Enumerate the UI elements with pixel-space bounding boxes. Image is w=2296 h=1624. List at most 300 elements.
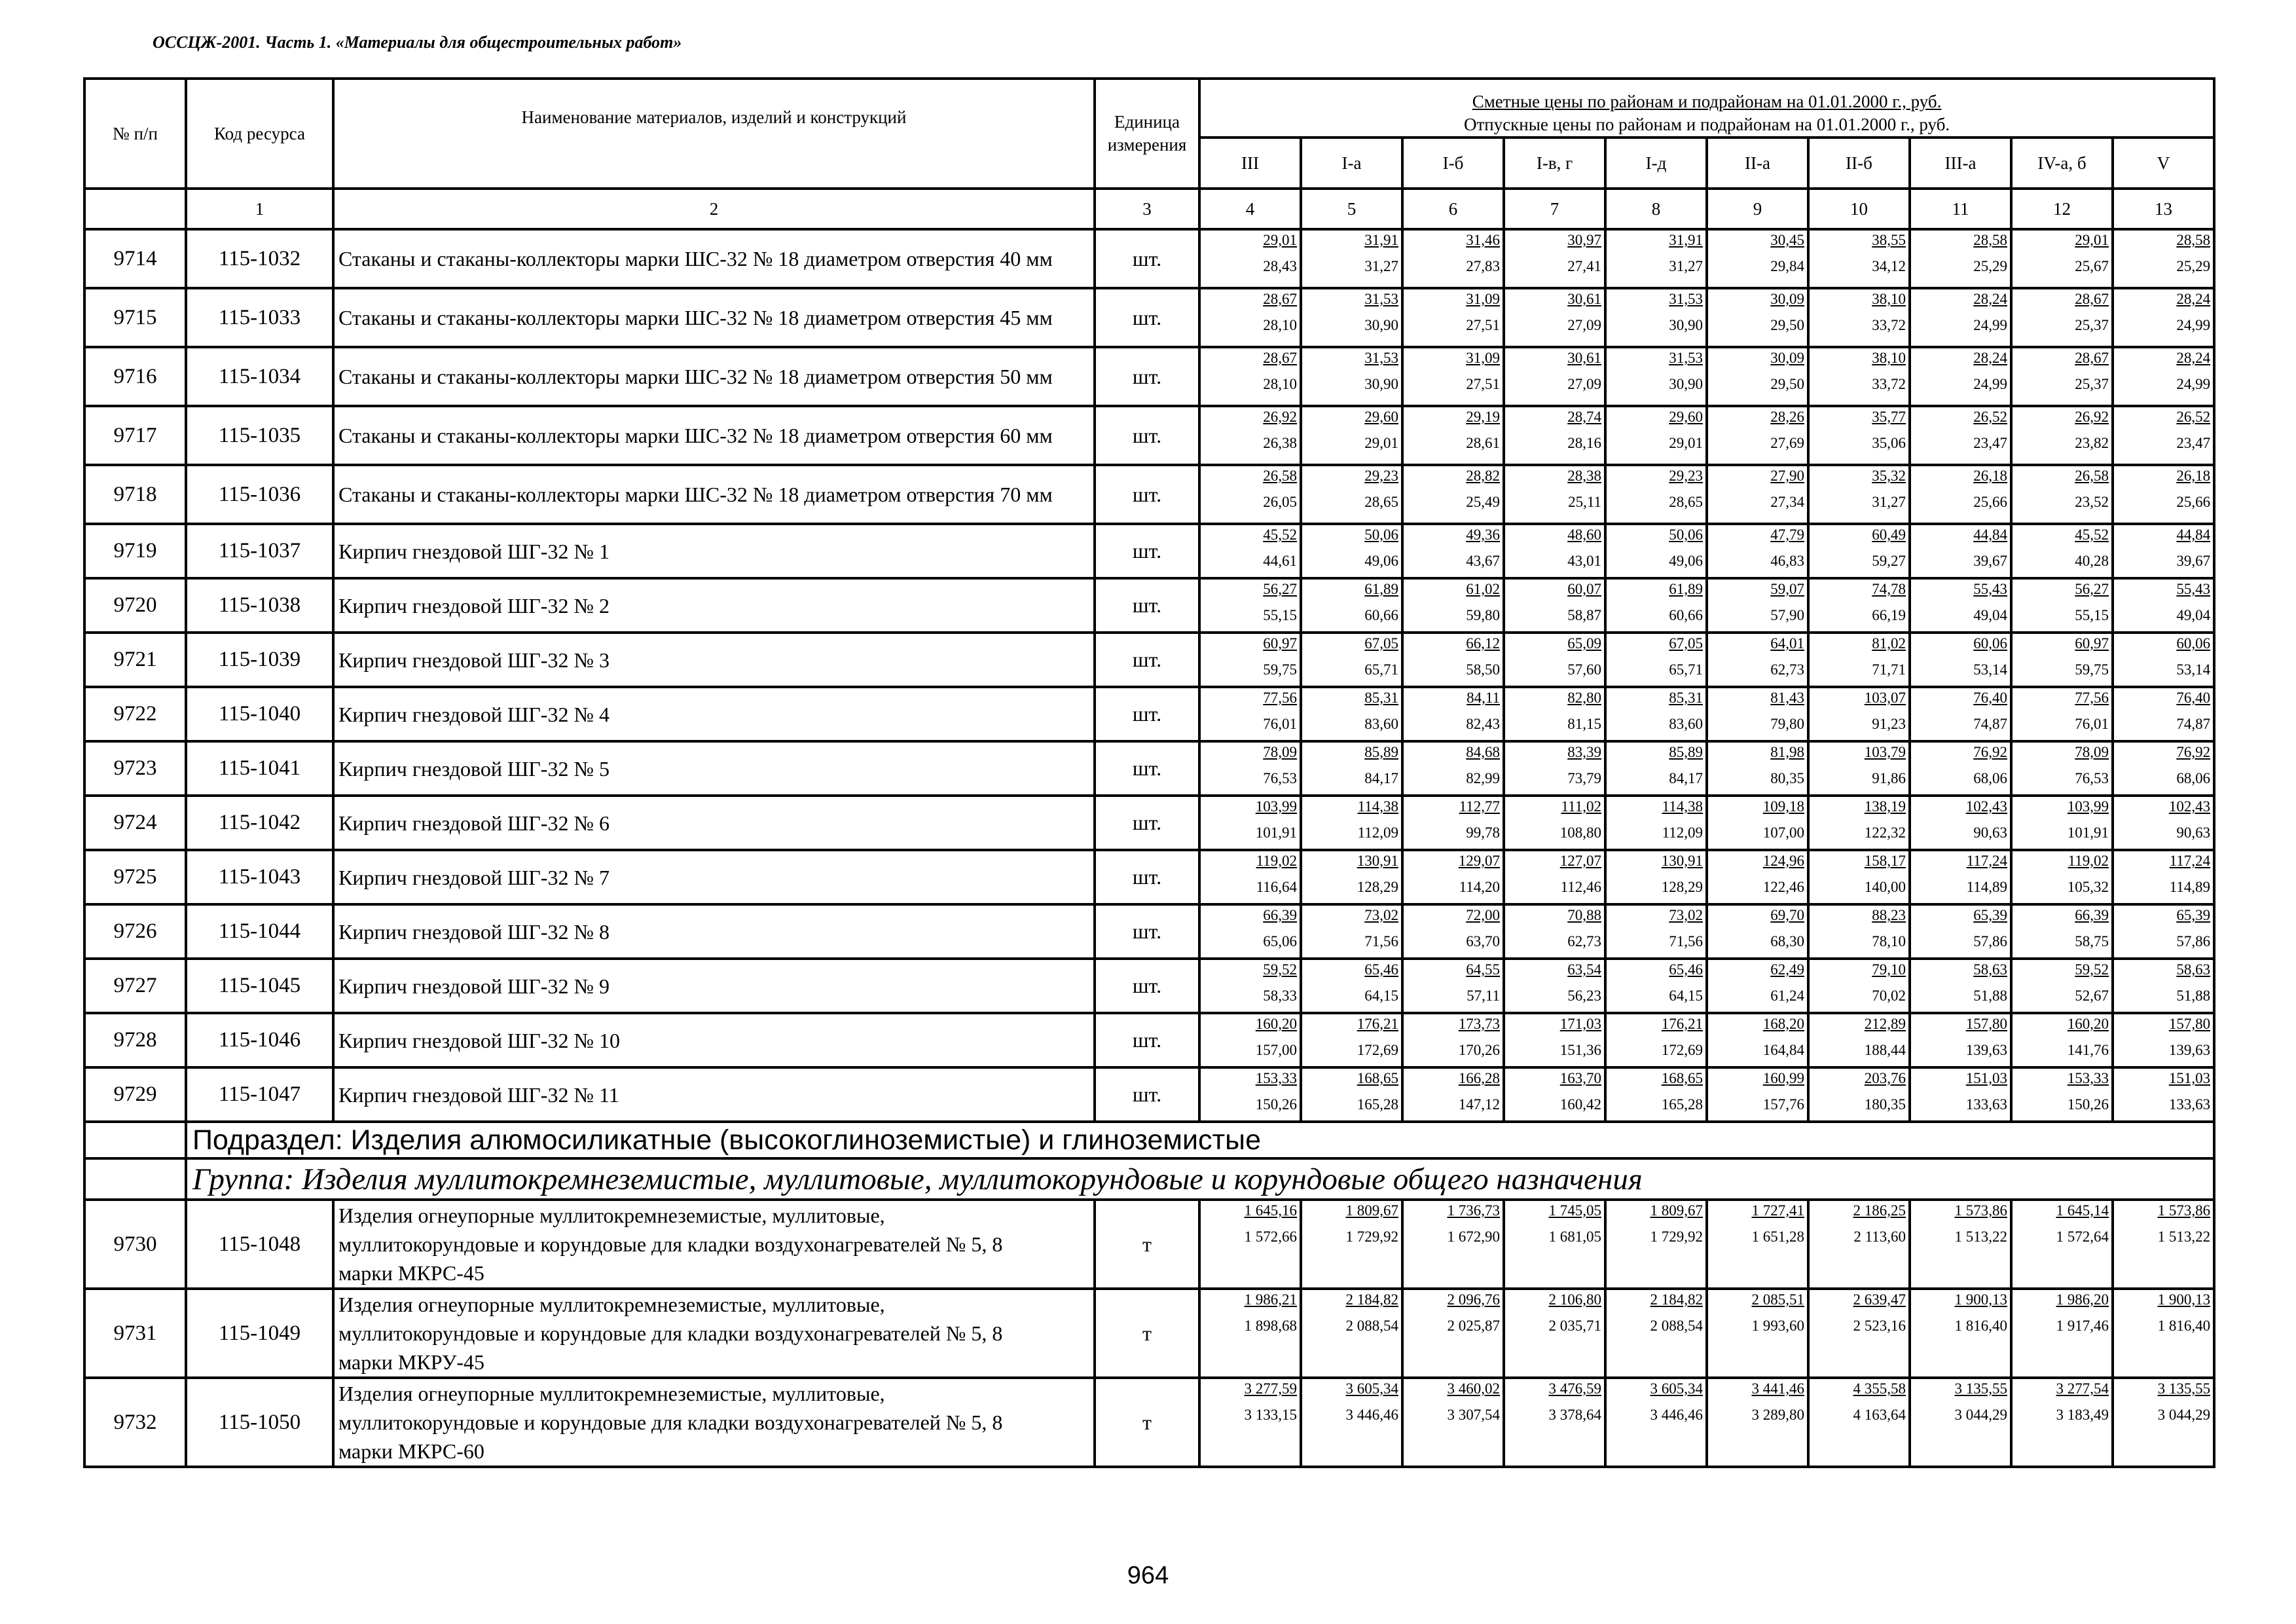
release-price: 76,53	[1263, 770, 1297, 786]
price-cell	[1301, 1289, 1402, 1378]
unit: шт.	[1095, 524, 1199, 578]
estimate-price: 61,89	[1364, 581, 1398, 597]
release-price: 49,04	[2176, 607, 2211, 623]
release-price: 57,11	[1467, 987, 1500, 1004]
estimate-price: 28,24	[2176, 350, 2211, 366]
material-name: Кирпич гнездовой ШГ-32 № 9	[333, 959, 1095, 1013]
price-cell	[1301, 1200, 1402, 1289]
release-price: 58,50	[1466, 661, 1500, 678]
release-price: 59,27	[1872, 553, 1906, 569]
release-price: 53,14	[1973, 661, 2007, 678]
release-price: 28,10	[1263, 317, 1297, 333]
release-price: 139,63	[1965, 1042, 2007, 1058]
price-cell	[1910, 1200, 2011, 1289]
resource-code: 115-1040	[186, 687, 333, 741]
release-price: 27,51	[1466, 376, 1500, 392]
estimate-price: 31,09	[1466, 291, 1500, 307]
release-price: 122,32	[1864, 824, 1906, 841]
release-price: 68,06	[2176, 770, 2211, 786]
release-price: 28,65	[1669, 494, 1703, 510]
estimate-price: 38,10	[1872, 350, 1906, 366]
estimate-price: 203,76	[1864, 1070, 1906, 1086]
release-price: 25,37	[2075, 317, 2109, 333]
release-price: 157,76	[1762, 1096, 1804, 1113]
price-cell	[2113, 1067, 2214, 1122]
price-cell	[2113, 687, 2214, 741]
estimate-price: 70,88	[1567, 907, 1601, 923]
price-cell	[1199, 850, 1301, 904]
price-cell	[1707, 687, 1808, 741]
release-price: 53,14	[2176, 661, 2211, 678]
release-price: 25,37	[2075, 376, 2109, 392]
price-cell	[1504, 347, 1605, 406]
price-cell	[1402, 687, 1504, 741]
estimate-price: 73,02	[1669, 907, 1703, 923]
estimate-price: 78,09	[2075, 744, 2109, 760]
price-cell	[1808, 1289, 1910, 1378]
estimate-price: 59,52	[2075, 961, 2109, 978]
region-header: II-б	[1808, 138, 1910, 189]
estimate-price: 66,39	[1263, 907, 1297, 923]
release-price: 82,99	[1466, 770, 1500, 786]
release-price: 128,29	[1357, 879, 1398, 895]
unit: шт.	[1095, 687, 1199, 741]
price-cell	[1910, 1378, 2011, 1467]
price-cell	[1504, 850, 1605, 904]
release-price: 28,43	[1263, 258, 1297, 274]
price-cell	[1707, 465, 1808, 524]
table-row	[84, 229, 2214, 288]
estimate-price: 151,03	[1965, 1070, 2007, 1086]
estimate-price: 176,21	[1661, 1016, 1703, 1032]
release-price: 114,89	[1966, 879, 2007, 895]
estimate-price: 2 085,51	[1751, 1291, 1804, 1308]
price-cell	[2113, 1378, 2214, 1467]
price-cell	[1910, 288, 2011, 347]
price-cell	[1910, 578, 2011, 633]
release-price: 55,15	[1263, 607, 1297, 623]
estimate-price: 26,52	[2176, 409, 2211, 425]
estimate-price: 78,09	[1263, 744, 1297, 760]
price-cell	[1199, 288, 1301, 347]
price-cell	[1605, 904, 1707, 959]
estimate-price: 29,23	[1364, 468, 1398, 484]
price-cell	[1808, 1378, 1910, 1467]
estimate-price: 76,40	[1973, 690, 2007, 706]
price-cell	[1605, 1378, 1707, 1467]
price-table	[83, 77, 2215, 1468]
row-number: 9715	[84, 288, 186, 347]
release-price: 25,49	[1466, 494, 1500, 510]
release-price: 46,83	[1770, 553, 1804, 569]
release-price: 83,60	[1669, 716, 1703, 732]
release-price: 23,82	[2075, 435, 2109, 451]
release-price: 1 572,64	[2056, 1228, 2109, 1245]
estimate-price: 60,06	[2176, 635, 2211, 652]
release-price: 76,01	[1263, 716, 1297, 732]
price-cell	[2011, 796, 2113, 850]
release-price: 157,00	[1255, 1042, 1297, 1058]
release-price: 3 183,49	[2056, 1407, 2109, 1423]
release-price: 82,43	[1466, 716, 1500, 732]
estimate-price: 50,06	[1364, 526, 1398, 543]
release-price: 101,91	[2067, 824, 2109, 841]
price-cell	[1707, 1200, 1808, 1289]
price-cell	[1402, 904, 1504, 959]
estimate-price: 60,49	[1872, 526, 1906, 543]
estimate-price: 112,77	[1459, 798, 1500, 815]
price-cell	[1605, 633, 1707, 687]
unit: шт.	[1095, 288, 1199, 347]
price-cell	[1808, 1013, 1910, 1067]
release-price: 150,26	[1255, 1096, 1297, 1113]
estimate-price: 59,52	[1263, 961, 1297, 978]
material-name: Стаканы и стаканы-коллекторы марки ШС-32 № 18 диаметром отверстия 50 мм	[333, 347, 1095, 406]
price-cell	[1402, 850, 1504, 904]
estimate-price: 66,12	[1466, 635, 1500, 652]
price-cell	[2113, 741, 2214, 796]
estimate-price: 60,06	[1973, 635, 2007, 652]
release-price: 84,17	[1669, 770, 1703, 786]
estimate-price: 119,02	[2068, 853, 2109, 869]
release-price: 49,06	[1669, 553, 1703, 569]
price-cell	[2113, 524, 2214, 578]
estimate-price: 130,91	[1357, 853, 1398, 869]
estimate-price: 2 186,25	[1853, 1202, 1906, 1219]
table-row	[84, 850, 2214, 904]
price-cell	[1707, 850, 1808, 904]
estimate-price: 157,80	[1965, 1016, 2007, 1032]
estimate-price: 26,92	[1263, 409, 1297, 425]
estimate-price: 3 135,55	[2157, 1380, 2211, 1397]
release-price: 128,29	[1661, 879, 1703, 895]
price-cell	[1910, 741, 2011, 796]
estimate-price: 28,24	[1973, 291, 2007, 307]
price-cell	[1199, 741, 1301, 796]
resource-code: 115-1039	[186, 633, 333, 687]
column-number: 10	[1808, 189, 1910, 229]
release-price: 24,99	[2176, 376, 2211, 392]
estimate-price: 103,79	[1864, 744, 1906, 760]
release-price: 59,75	[1263, 661, 1297, 678]
price-cell	[2011, 1378, 2113, 1467]
unit: т	[1095, 1200, 1199, 1289]
release-price: 23,47	[2176, 435, 2211, 451]
price-cell	[1402, 347, 1504, 406]
price-cell	[1402, 1013, 1504, 1067]
price-cell	[1301, 465, 1402, 524]
release-price: 3 133,15	[1244, 1407, 1297, 1423]
price-cell	[1199, 1289, 1301, 1378]
price-cell	[1605, 347, 1707, 406]
release-price: 91,86	[1872, 770, 1906, 786]
price-cell	[1808, 229, 1910, 288]
header-name: Наименование материалов, изделий и конструкций	[333, 79, 1095, 189]
estimate-price: 26,18	[2176, 468, 2211, 484]
price-cell	[1707, 1289, 1808, 1378]
price-cell	[1504, 465, 1605, 524]
price-cell	[1605, 1067, 1707, 1122]
release-price: 57,90	[1770, 607, 1804, 623]
release-price: 60,66	[1364, 607, 1398, 623]
table-row	[84, 288, 2214, 347]
price-cell	[1605, 959, 1707, 1013]
release-price: 35,06	[1872, 435, 1906, 451]
unit: шт.	[1095, 229, 1199, 288]
price-cell	[2011, 465, 2113, 524]
estimate-price: 27,90	[1770, 468, 1804, 484]
resource-code: 115-1043	[186, 850, 333, 904]
release-price: 78,10	[1872, 933, 1906, 950]
estimate-price: 76,92	[2176, 744, 2211, 760]
estimate-price: 3 460,02	[1447, 1380, 1500, 1397]
estimate-price: 103,99	[1255, 798, 1297, 815]
row-number: 9726	[84, 904, 186, 959]
estimate-price: 29,23	[1669, 468, 1703, 484]
header-prices	[1199, 79, 2214, 138]
estimate-price: 1 900,13	[2157, 1291, 2211, 1308]
estimate-price: 30,61	[1567, 291, 1601, 307]
row-number: 9724	[84, 796, 186, 850]
price-cell	[1301, 741, 1402, 796]
table-row	[84, 959, 2214, 1013]
material-name	[333, 1200, 1095, 1289]
estimate-price: 38,10	[1872, 291, 1906, 307]
estimate-price: 77,56	[2075, 690, 2109, 706]
header-unit: Единица измерения	[1095, 79, 1199, 189]
price-cell	[1808, 741, 1910, 796]
estimate-price: 50,06	[1669, 526, 1703, 543]
price-cell	[1605, 1289, 1707, 1378]
material-name-line: Изделия огнеупорные муллитокремнеземистые, муллитовые,	[338, 1204, 885, 1227]
price-cell	[1504, 288, 1605, 347]
estimate-price: 168,20	[1762, 1016, 1804, 1032]
price-cell	[1402, 1378, 1504, 1467]
release-price: 112,09	[1357, 824, 1398, 841]
material-name-line: марки МКРУ-45	[338, 1350, 485, 1374]
price-cell	[1808, 959, 1910, 1013]
material-name-line: марки МКРС-60	[338, 1439, 484, 1463]
unit: шт.	[1095, 741, 1199, 796]
material-name: Кирпич гнездовой ШГ-32 № 10	[333, 1013, 1095, 1067]
release-price: 23,47	[1973, 435, 2007, 451]
estimate-price: 129,07	[1458, 853, 1500, 869]
price-cell	[2011, 904, 2113, 959]
group-title: Группа: Изделия муллитокремнеземистые, муллитовые, муллитокорундовые и корундовые общего назначения	[186, 1158, 2214, 1200]
column-number: 3	[1095, 189, 1199, 229]
material-name: Кирпич гнездовой ШГ-32 № 2	[333, 578, 1095, 633]
table-row	[84, 524, 2214, 578]
price-cell	[1199, 633, 1301, 687]
unit: шт.	[1095, 904, 1199, 959]
group-row	[84, 1158, 2214, 1200]
estimate-price: 28,67	[2075, 350, 2109, 366]
estimate-price: 30,09	[1770, 350, 1804, 366]
material-name-line: марки МКРС-45	[338, 1261, 484, 1285]
price-cell	[1808, 347, 1910, 406]
price-cell	[1199, 1013, 1301, 1067]
estimate-price: 28,24	[1973, 350, 2007, 366]
release-price: 25,11	[1568, 494, 1601, 510]
release-price: 108,80	[1559, 824, 1601, 841]
price-cell	[2113, 850, 2214, 904]
column-number: 2	[333, 189, 1095, 229]
release-price: 31,27	[1364, 258, 1398, 274]
release-price: 80,35	[1770, 770, 1804, 786]
release-price: 33,72	[1872, 317, 1906, 333]
column-number: 12	[2011, 189, 2113, 229]
release-price: 1 917,46	[2056, 1318, 2109, 1334]
release-price: 63,70	[1466, 933, 1500, 950]
estimate-price: 31,53	[1669, 350, 1703, 366]
region-header: I-в, г	[1504, 138, 1605, 189]
price-cell	[1301, 687, 1402, 741]
estimate-price: 2 184,82	[1650, 1291, 1703, 1308]
price-cell	[1504, 633, 1605, 687]
price-cell	[2011, 288, 2113, 347]
estimate-price: 28,24	[2176, 291, 2211, 307]
estimate-price: 65,46	[1669, 961, 1703, 978]
table-row	[84, 1289, 2214, 1378]
price-cell	[1707, 741, 1808, 796]
release-price: 30,90	[1364, 317, 1398, 333]
price-cell	[1605, 229, 1707, 288]
release-price: 55,15	[2075, 607, 2109, 623]
price-cell	[1808, 524, 1910, 578]
table-row	[84, 1067, 2214, 1122]
release-price: 99,78	[1466, 824, 1500, 841]
estimate-price: 73,02	[1364, 907, 1398, 923]
estimate-price: 88,23	[1872, 907, 1906, 923]
release-price: 40,28	[2075, 553, 2109, 569]
price-cell	[1301, 229, 1402, 288]
estimate-price: 59,07	[1770, 581, 1804, 597]
release-price: 1 572,66	[1244, 1228, 1297, 1245]
release-price: 122,46	[1762, 879, 1804, 895]
estimate-price: 114,38	[1357, 798, 1398, 815]
price-cell	[1301, 1378, 1402, 1467]
estimate-price: 1 645,14	[2056, 1202, 2109, 1219]
price-cell	[1707, 524, 1808, 578]
price-cell	[2011, 1289, 2113, 1378]
price-cell	[1707, 1378, 1808, 1467]
release-price: 172,69	[1661, 1042, 1703, 1058]
estimate-price: 85,89	[1364, 744, 1398, 760]
release-price: 52,67	[2075, 987, 2109, 1004]
resource-code: 115-1041	[186, 741, 333, 796]
price-cell	[1605, 1013, 1707, 1067]
region-header: V	[2113, 138, 2214, 189]
estimate-price: 163,70	[1559, 1070, 1601, 1086]
price-cell	[1504, 904, 1605, 959]
release-price: 76,01	[2075, 716, 2109, 732]
estimate-price: 160,20	[1255, 1016, 1297, 1032]
price-cell	[1605, 687, 1707, 741]
estimate-price: 60,97	[2075, 635, 2109, 652]
row-number: 9714	[84, 229, 186, 288]
estimate-price: 26,92	[2075, 409, 2109, 425]
price-cell	[1605, 1200, 1707, 1289]
resource-code: 115-1047	[186, 1067, 333, 1122]
release-price: 3 289,80	[1751, 1407, 1804, 1423]
price-cell	[1199, 1200, 1301, 1289]
estimate-price: 3 277,54	[2056, 1380, 2109, 1397]
release-price: 1 993,60	[1751, 1318, 1804, 1334]
release-price: 112,09	[1662, 824, 1703, 841]
release-price: 133,63	[2168, 1096, 2211, 1113]
estimate-price: 65,39	[2176, 907, 2211, 923]
estimate-price: 65,46	[1364, 961, 1398, 978]
release-price: 68,06	[1973, 770, 2007, 786]
estimate-price: 56,27	[1263, 581, 1297, 597]
estimate-price: 153,33	[2067, 1070, 2109, 1086]
unit: шт.	[1095, 959, 1199, 1013]
estimate-price: 84,11	[1467, 690, 1500, 706]
resource-code: 115-1037	[186, 524, 333, 578]
release-price: 28,16	[1567, 435, 1601, 451]
header-prices-estimate: Сметные цены по районам и подрайонам на 01.01.2000 г., руб.	[1472, 92, 1942, 111]
material-name: Стаканы и стаканы-коллекторы марки ШС-32 № 18 диаметром отверстия 40 мм	[333, 229, 1095, 288]
estimate-price: 77,56	[1263, 690, 1297, 706]
unit: шт.	[1095, 578, 1199, 633]
price-cell	[1402, 406, 1504, 465]
table-row	[84, 406, 2214, 465]
release-price: 147,12	[1458, 1096, 1500, 1113]
region-header: I-б	[1402, 138, 1504, 189]
material-name: Стаканы и стаканы-коллекторы марки ШС-32 № 18 диаметром отверстия 70 мм	[333, 465, 1095, 524]
release-price: 23,52	[2075, 494, 2109, 510]
resource-code: 115-1033	[186, 288, 333, 347]
estimate-price: 1 986,21	[1244, 1291, 1297, 1308]
price-cell	[1199, 578, 1301, 633]
release-price: 65,06	[1263, 933, 1297, 950]
unit: шт.	[1095, 406, 1199, 465]
price-cell	[1504, 796, 1605, 850]
release-price: 62,73	[1770, 661, 1804, 678]
estimate-price: 111,02	[1561, 798, 1601, 815]
release-price: 24,99	[1973, 376, 2007, 392]
estimate-price: 85,31	[1669, 690, 1703, 706]
price-cell	[1605, 288, 1707, 347]
price-cell	[1301, 578, 1402, 633]
estimate-price: 83,39	[1567, 744, 1601, 760]
estimate-price: 81,98	[1770, 744, 1804, 760]
unit: шт.	[1095, 633, 1199, 687]
price-cell	[1910, 1289, 2011, 1378]
estimate-price: 166,28	[1458, 1070, 1500, 1086]
release-price: 141,76	[2067, 1042, 2109, 1058]
estimate-price: 31,46	[1466, 232, 1500, 248]
estimate-price: 69,70	[1770, 907, 1804, 923]
estimate-price: 109,18	[1762, 798, 1804, 815]
release-price: 73,79	[1567, 770, 1601, 786]
price-cell	[1910, 465, 2011, 524]
estimate-price: 56,27	[2075, 581, 2109, 597]
estimate-price: 29,60	[1364, 409, 1398, 425]
release-price: 114,20	[1459, 879, 1500, 895]
price-cell	[1808, 578, 1910, 633]
estimate-price: 28,58	[2176, 232, 2211, 248]
estimate-price: 1 573,86	[1954, 1202, 2007, 1219]
estimate-price: 30,97	[1567, 232, 1601, 248]
release-price: 2 088,54	[1650, 1318, 1703, 1334]
column-number: 6	[1402, 189, 1504, 229]
estimate-price: 26,58	[2075, 468, 2109, 484]
estimate-price: 1 986,20	[2056, 1291, 2109, 1308]
price-cell	[1504, 1378, 1605, 1467]
estimate-price: 153,33	[1255, 1070, 1297, 1086]
release-price: 101,91	[1255, 824, 1297, 841]
